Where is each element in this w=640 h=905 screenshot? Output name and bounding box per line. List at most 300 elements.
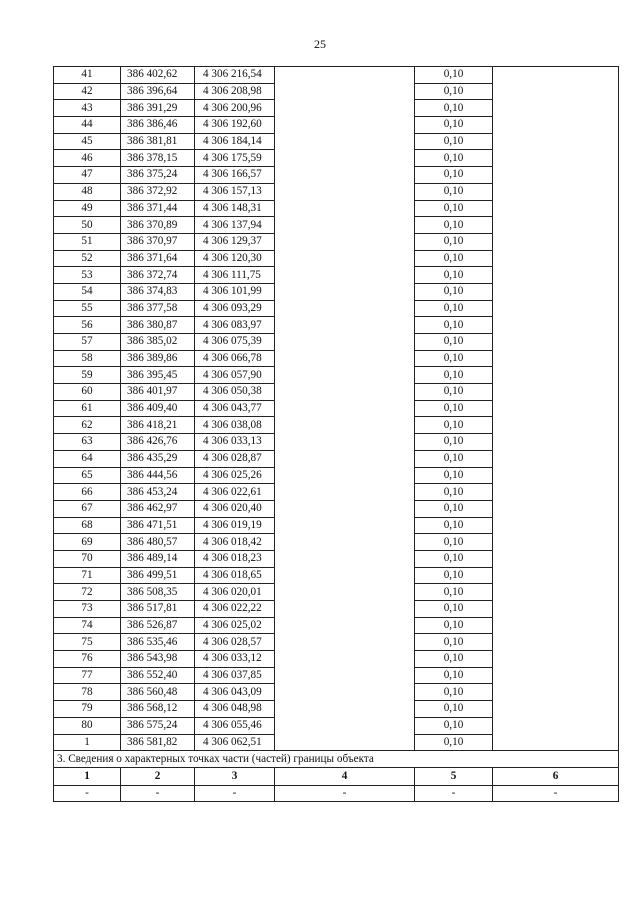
empty-cell bbox=[493, 517, 619, 534]
empty-cell bbox=[275, 400, 415, 417]
empty-cell bbox=[493, 417, 619, 434]
y-coordinate-cell: 4 306 075,39 bbox=[195, 334, 275, 351]
empty-cell bbox=[493, 500, 619, 517]
accuracy-cell: 0,10 bbox=[415, 100, 493, 117]
empty-cell bbox=[275, 350, 415, 367]
empty-cell bbox=[493, 334, 619, 351]
section-3-header-cell: 2 bbox=[121, 767, 195, 785]
x-coordinate-cell: 386 489,14 bbox=[121, 550, 195, 567]
table-row bbox=[54, 350, 619, 367]
point-number-cell: 43 bbox=[54, 100, 121, 117]
accuracy-cell: 0,10 bbox=[415, 634, 493, 651]
point-number-cell: 65 bbox=[54, 467, 121, 484]
accuracy-cell: 0,10 bbox=[415, 550, 493, 567]
point-number-cell: 55 bbox=[54, 300, 121, 317]
accuracy-cell: 0,10 bbox=[415, 233, 493, 250]
table-row bbox=[54, 617, 619, 634]
section-3-value-cell: - bbox=[121, 785, 195, 801]
point-number-cell: 47 bbox=[54, 167, 121, 184]
empty-cell bbox=[493, 484, 619, 501]
point-number-cell: 70 bbox=[54, 550, 121, 567]
x-coordinate-cell: 386 526,87 bbox=[121, 617, 195, 634]
accuracy-cell: 0,10 bbox=[415, 83, 493, 100]
y-coordinate-cell: 4 306 055,46 bbox=[195, 717, 275, 734]
table-row bbox=[54, 500, 619, 517]
table-row bbox=[54, 701, 619, 718]
accuracy-cell: 0,10 bbox=[415, 667, 493, 684]
section-3-header-cell: 5 bbox=[415, 767, 493, 785]
empty-cell bbox=[493, 317, 619, 334]
empty-cell bbox=[493, 684, 619, 701]
table-row bbox=[54, 83, 619, 100]
y-coordinate-cell: 4 306 066,78 bbox=[195, 350, 275, 367]
empty-cell bbox=[275, 634, 415, 651]
empty-cell bbox=[493, 450, 619, 467]
table-row bbox=[54, 117, 619, 134]
accuracy-cell: 0,10 bbox=[415, 450, 493, 467]
accuracy-cell: 0,10 bbox=[415, 67, 493, 84]
x-coordinate-cell: 386 389,86 bbox=[121, 350, 195, 367]
point-number-cell: 67 bbox=[54, 500, 121, 517]
accuracy-cell: 0,10 bbox=[415, 701, 493, 718]
empty-cell bbox=[493, 267, 619, 284]
empty-cell bbox=[275, 150, 415, 167]
x-coordinate-cell: 386 499,51 bbox=[121, 567, 195, 584]
table-row bbox=[54, 67, 619, 84]
y-coordinate-cell: 4 306 028,87 bbox=[195, 450, 275, 467]
empty-cell bbox=[493, 250, 619, 267]
table-row bbox=[54, 250, 619, 267]
x-coordinate-cell: 386 581,82 bbox=[121, 734, 195, 751]
table-row bbox=[54, 717, 619, 734]
accuracy-cell: 0,10 bbox=[415, 400, 493, 417]
table-row bbox=[54, 200, 619, 217]
x-coordinate-cell: 386 435,29 bbox=[121, 450, 195, 467]
empty-cell bbox=[493, 534, 619, 551]
table-row bbox=[54, 434, 619, 451]
empty-cell bbox=[275, 100, 415, 117]
section-3-header-cell: 4 bbox=[275, 767, 415, 785]
empty-cell bbox=[493, 133, 619, 150]
table-row bbox=[54, 684, 619, 701]
empty-cell bbox=[275, 584, 415, 601]
accuracy-cell: 0,10 bbox=[415, 334, 493, 351]
point-number-cell: 58 bbox=[54, 350, 121, 367]
table-row bbox=[54, 734, 619, 751]
accuracy-cell: 0,10 bbox=[415, 584, 493, 601]
x-coordinate-cell: 386 453,24 bbox=[121, 484, 195, 501]
point-number-cell: 72 bbox=[54, 584, 121, 601]
y-coordinate-cell: 4 306 175,59 bbox=[195, 150, 275, 167]
y-coordinate-cell: 4 306 111,75 bbox=[195, 267, 275, 284]
y-coordinate-cell: 4 306 062,51 bbox=[195, 734, 275, 751]
table-row bbox=[54, 183, 619, 200]
empty-cell bbox=[493, 300, 619, 317]
table-row bbox=[54, 667, 619, 684]
empty-cell bbox=[275, 283, 415, 300]
empty-cell bbox=[493, 367, 619, 384]
empty-cell bbox=[275, 651, 415, 668]
empty-cell bbox=[275, 367, 415, 384]
point-number-cell: 78 bbox=[54, 684, 121, 701]
empty-cell bbox=[493, 584, 619, 601]
x-coordinate-cell: 386 381,81 bbox=[121, 133, 195, 150]
y-coordinate-cell: 4 306 043,09 bbox=[195, 684, 275, 701]
accuracy-cell: 0,10 bbox=[415, 684, 493, 701]
empty-cell bbox=[275, 200, 415, 217]
empty-cell bbox=[493, 83, 619, 100]
table-row bbox=[54, 133, 619, 150]
y-coordinate-cell: 4 306 018,23 bbox=[195, 550, 275, 567]
point-number-cell: 54 bbox=[54, 283, 121, 300]
table-row bbox=[54, 584, 619, 601]
point-number-cell: 44 bbox=[54, 117, 121, 134]
empty-cell bbox=[275, 334, 415, 351]
table-row bbox=[54, 534, 619, 551]
table-row bbox=[54, 334, 619, 351]
accuracy-cell: 0,10 bbox=[415, 717, 493, 734]
empty-cell bbox=[493, 667, 619, 684]
x-coordinate-cell: 386 560,48 bbox=[121, 684, 195, 701]
y-coordinate-cell: 4 306 025,26 bbox=[195, 467, 275, 484]
empty-cell bbox=[493, 550, 619, 567]
table-row bbox=[54, 317, 619, 334]
point-number-cell: 63 bbox=[54, 434, 121, 451]
empty-cell bbox=[493, 467, 619, 484]
table-row bbox=[54, 450, 619, 467]
accuracy-cell: 0,10 bbox=[415, 534, 493, 551]
empty-cell bbox=[275, 684, 415, 701]
table-row bbox=[54, 517, 619, 534]
empty-cell bbox=[493, 200, 619, 217]
y-coordinate-cell: 4 306 166,57 bbox=[195, 167, 275, 184]
empty-cell bbox=[493, 651, 619, 668]
table-row bbox=[54, 467, 619, 484]
x-coordinate-cell: 386 370,89 bbox=[121, 217, 195, 234]
empty-cell bbox=[275, 417, 415, 434]
x-coordinate-cell: 386 386,46 bbox=[121, 117, 195, 134]
empty-cell bbox=[275, 500, 415, 517]
section-3-value-cell: - bbox=[195, 785, 275, 801]
y-coordinate-cell: 4 306 022,22 bbox=[195, 601, 275, 618]
empty-cell bbox=[275, 267, 415, 284]
point-number-cell: 52 bbox=[54, 250, 121, 267]
empty-cell bbox=[493, 350, 619, 367]
accuracy-cell: 0,10 bbox=[415, 734, 493, 751]
point-number-cell: 60 bbox=[54, 384, 121, 401]
point-number-cell: 48 bbox=[54, 183, 121, 200]
accuracy-cell: 0,10 bbox=[415, 217, 493, 234]
empty-cell bbox=[275, 117, 415, 134]
empty-cell bbox=[275, 517, 415, 534]
accuracy-cell: 0,10 bbox=[415, 283, 493, 300]
empty-cell bbox=[275, 467, 415, 484]
table-row bbox=[54, 384, 619, 401]
point-number-cell: 62 bbox=[54, 417, 121, 434]
table-row bbox=[54, 550, 619, 567]
y-coordinate-cell: 4 306 025,02 bbox=[195, 617, 275, 634]
point-number-cell: 46 bbox=[54, 150, 121, 167]
empty-cell bbox=[275, 434, 415, 451]
table-row bbox=[54, 400, 619, 417]
coordinates-table bbox=[53, 66, 619, 802]
x-coordinate-cell: 386 374,83 bbox=[121, 283, 195, 300]
empty-cell bbox=[275, 667, 415, 684]
empty-cell bbox=[275, 167, 415, 184]
empty-cell bbox=[275, 300, 415, 317]
accuracy-cell: 0,10 bbox=[415, 367, 493, 384]
point-number-cell: 80 bbox=[54, 717, 121, 734]
x-coordinate-cell: 386 480,57 bbox=[121, 534, 195, 551]
point-number-cell: 50 bbox=[54, 217, 121, 234]
empty-cell bbox=[275, 450, 415, 467]
table-row bbox=[54, 217, 619, 234]
x-coordinate-cell: 386 395,45 bbox=[121, 367, 195, 384]
accuracy-cell: 0,10 bbox=[415, 384, 493, 401]
empty-cell bbox=[493, 117, 619, 134]
accuracy-cell: 0,10 bbox=[415, 150, 493, 167]
empty-cell bbox=[275, 567, 415, 584]
empty-cell bbox=[275, 133, 415, 150]
table-row bbox=[54, 300, 619, 317]
x-coordinate-cell: 386 462,97 bbox=[121, 500, 195, 517]
point-number-cell: 49 bbox=[54, 200, 121, 217]
x-coordinate-cell: 386 508,35 bbox=[121, 584, 195, 601]
point-number-cell: 42 bbox=[54, 83, 121, 100]
empty-cell bbox=[493, 717, 619, 734]
x-coordinate-cell: 386 409,40 bbox=[121, 400, 195, 417]
y-coordinate-cell: 4 306 093,29 bbox=[195, 300, 275, 317]
empty-cell bbox=[493, 601, 619, 618]
y-coordinate-cell: 4 306 208,98 bbox=[195, 83, 275, 100]
x-coordinate-cell: 386 372,92 bbox=[121, 183, 195, 200]
x-coordinate-cell: 386 375,24 bbox=[121, 167, 195, 184]
accuracy-cell: 0,10 bbox=[415, 517, 493, 534]
y-coordinate-cell: 4 306 033,13 bbox=[195, 434, 275, 451]
empty-cell bbox=[493, 434, 619, 451]
empty-cell bbox=[275, 701, 415, 718]
empty-cell bbox=[275, 250, 415, 267]
point-number-cell: 51 bbox=[54, 233, 121, 250]
empty-cell bbox=[493, 183, 619, 200]
y-coordinate-cell: 4 306 157,13 bbox=[195, 183, 275, 200]
y-coordinate-cell: 4 306 192,60 bbox=[195, 117, 275, 134]
section-3-value-cell: - bbox=[415, 785, 493, 801]
section-3-value-cell: - bbox=[54, 785, 121, 801]
empty-cell bbox=[275, 67, 415, 84]
empty-cell bbox=[275, 233, 415, 250]
empty-cell bbox=[275, 217, 415, 234]
point-number-cell: 61 bbox=[54, 400, 121, 417]
point-number-cell: 76 bbox=[54, 651, 121, 668]
section-3-header-cell: 1 bbox=[54, 767, 121, 785]
accuracy-cell: 0,10 bbox=[415, 500, 493, 517]
section-3-header-cell: 6 bbox=[493, 767, 619, 785]
point-number-cell: 57 bbox=[54, 334, 121, 351]
y-coordinate-cell: 4 306 137,94 bbox=[195, 217, 275, 234]
table-row bbox=[54, 651, 619, 668]
accuracy-cell: 0,10 bbox=[415, 417, 493, 434]
point-number-cell: 77 bbox=[54, 667, 121, 684]
y-coordinate-cell: 4 306 048,98 bbox=[195, 701, 275, 718]
y-coordinate-cell: 4 306 022,61 bbox=[195, 484, 275, 501]
accuracy-cell: 0,10 bbox=[415, 484, 493, 501]
point-number-cell: 68 bbox=[54, 517, 121, 534]
y-coordinate-cell: 4 306 083,97 bbox=[195, 317, 275, 334]
empty-cell bbox=[493, 150, 619, 167]
empty-cell bbox=[493, 67, 619, 84]
empty-cell bbox=[493, 567, 619, 584]
x-coordinate-cell: 386 391,29 bbox=[121, 100, 195, 117]
empty-cell bbox=[493, 167, 619, 184]
accuracy-cell: 0,10 bbox=[415, 601, 493, 618]
point-number-cell: 79 bbox=[54, 701, 121, 718]
y-coordinate-cell: 4 306 037,85 bbox=[195, 667, 275, 684]
accuracy-cell: 0,10 bbox=[415, 434, 493, 451]
empty-cell bbox=[493, 734, 619, 751]
table-row bbox=[54, 150, 619, 167]
y-coordinate-cell: 4 306 120,30 bbox=[195, 250, 275, 267]
y-coordinate-cell: 4 306 200,96 bbox=[195, 100, 275, 117]
point-number-cell: 71 bbox=[54, 567, 121, 584]
y-coordinate-cell: 4 306 148,31 bbox=[195, 200, 275, 217]
table-row bbox=[54, 267, 619, 284]
accuracy-cell: 0,10 bbox=[415, 350, 493, 367]
point-number-cell: 56 bbox=[54, 317, 121, 334]
empty-cell bbox=[493, 634, 619, 651]
table-row bbox=[54, 167, 619, 184]
accuracy-cell: 0,10 bbox=[415, 167, 493, 184]
empty-cell bbox=[275, 384, 415, 401]
point-number-cell: 41 bbox=[54, 67, 121, 84]
point-number-cell: 45 bbox=[54, 133, 121, 150]
empty-cell bbox=[275, 617, 415, 634]
empty-cell bbox=[275, 717, 415, 734]
x-coordinate-cell: 386 380,87 bbox=[121, 317, 195, 334]
point-number-cell: 64 bbox=[54, 450, 121, 467]
accuracy-cell: 0,10 bbox=[415, 133, 493, 150]
empty-cell bbox=[275, 550, 415, 567]
accuracy-cell: 0,10 bbox=[415, 250, 493, 267]
x-coordinate-cell: 386 471,51 bbox=[121, 517, 195, 534]
point-number-cell: 1 bbox=[54, 734, 121, 751]
y-coordinate-cell: 4 306 020,01 bbox=[195, 584, 275, 601]
accuracy-cell: 0,10 bbox=[415, 200, 493, 217]
table-row bbox=[54, 567, 619, 584]
table-row bbox=[54, 634, 619, 651]
empty-cell bbox=[275, 484, 415, 501]
x-coordinate-cell: 386 371,44 bbox=[121, 200, 195, 217]
x-coordinate-cell: 386 385,02 bbox=[121, 334, 195, 351]
x-coordinate-cell: 386 517,81 bbox=[121, 601, 195, 618]
table-row bbox=[54, 367, 619, 384]
x-coordinate-cell: 386 568,12 bbox=[121, 701, 195, 718]
point-number-cell: 53 bbox=[54, 267, 121, 284]
y-coordinate-cell: 4 306 216,54 bbox=[195, 67, 275, 84]
empty-cell bbox=[493, 701, 619, 718]
page-number: 25 bbox=[314, 37, 326, 51]
section-3-header-cell: 3 bbox=[195, 767, 275, 785]
table-row bbox=[54, 100, 619, 117]
accuracy-cell: 0,10 bbox=[415, 467, 493, 484]
x-coordinate-cell: 386 552,40 bbox=[121, 667, 195, 684]
section-3-value-cell: - bbox=[275, 785, 415, 801]
empty-cell bbox=[493, 233, 619, 250]
y-coordinate-cell: 4 306 028,57 bbox=[195, 634, 275, 651]
table-row bbox=[54, 233, 619, 250]
empty-cell bbox=[493, 400, 619, 417]
y-coordinate-cell: 4 306 129,37 bbox=[195, 233, 275, 250]
table-row bbox=[54, 601, 619, 618]
x-coordinate-cell: 386 575,24 bbox=[121, 717, 195, 734]
x-coordinate-cell: 386 444,56 bbox=[121, 467, 195, 484]
empty-cell bbox=[493, 100, 619, 117]
x-coordinate-cell: 386 402,62 bbox=[121, 67, 195, 84]
accuracy-cell: 0,10 bbox=[415, 183, 493, 200]
table-row bbox=[54, 417, 619, 434]
section-3-header-row bbox=[54, 767, 619, 785]
section-3-title: 3. Сведения о характерных точках части (частей) границы объекта bbox=[54, 751, 619, 768]
y-coordinate-cell: 4 306 038,08 bbox=[195, 417, 275, 434]
y-coordinate-cell: 4 306 020,40 bbox=[195, 500, 275, 517]
accuracy-cell: 0,10 bbox=[415, 317, 493, 334]
empty-cell bbox=[275, 601, 415, 618]
empty-cell bbox=[275, 534, 415, 551]
y-coordinate-cell: 4 306 043,77 bbox=[195, 400, 275, 417]
y-coordinate-cell: 4 306 184,14 bbox=[195, 133, 275, 150]
empty-cell bbox=[275, 183, 415, 200]
accuracy-cell: 0,10 bbox=[415, 617, 493, 634]
y-coordinate-cell: 4 306 018,42 bbox=[195, 534, 275, 551]
x-coordinate-cell: 386 378,15 bbox=[121, 150, 195, 167]
point-number-cell: 69 bbox=[54, 534, 121, 551]
point-number-cell: 73 bbox=[54, 601, 121, 618]
accuracy-cell: 0,10 bbox=[415, 117, 493, 134]
point-number-cell: 74 bbox=[54, 617, 121, 634]
section-3-title-row bbox=[54, 751, 619, 768]
empty-cell bbox=[275, 317, 415, 334]
x-coordinate-cell: 386 426,76 bbox=[121, 434, 195, 451]
x-coordinate-cell: 386 535,46 bbox=[121, 634, 195, 651]
empty-cell bbox=[275, 734, 415, 751]
table-row bbox=[54, 484, 619, 501]
table-row bbox=[54, 283, 619, 300]
empty-cell bbox=[275, 83, 415, 100]
y-coordinate-cell: 4 306 050,38 bbox=[195, 384, 275, 401]
x-coordinate-cell: 386 370,97 bbox=[121, 233, 195, 250]
y-coordinate-cell: 4 306 019,19 bbox=[195, 517, 275, 534]
x-coordinate-cell: 386 372,74 bbox=[121, 267, 195, 284]
y-coordinate-cell: 4 306 033,12 bbox=[195, 651, 275, 668]
x-coordinate-cell: 386 396,64 bbox=[121, 83, 195, 100]
x-coordinate-cell: 386 543,98 bbox=[121, 651, 195, 668]
empty-cell bbox=[493, 384, 619, 401]
empty-cell bbox=[493, 217, 619, 234]
y-coordinate-cell: 4 306 018,65 bbox=[195, 567, 275, 584]
empty-cell bbox=[493, 283, 619, 300]
y-coordinate-cell: 4 306 057,90 bbox=[195, 367, 275, 384]
x-coordinate-cell: 386 371,64 bbox=[121, 250, 195, 267]
point-number-cell: 75 bbox=[54, 634, 121, 651]
point-number-cell: 59 bbox=[54, 367, 121, 384]
y-coordinate-cell: 4 306 101,99 bbox=[195, 283, 275, 300]
section-3-value-row bbox=[54, 785, 619, 801]
accuracy-cell: 0,10 bbox=[415, 267, 493, 284]
accuracy-cell: 0,10 bbox=[415, 651, 493, 668]
x-coordinate-cell: 386 377,58 bbox=[121, 300, 195, 317]
accuracy-cell: 0,10 bbox=[415, 300, 493, 317]
empty-cell bbox=[493, 617, 619, 634]
